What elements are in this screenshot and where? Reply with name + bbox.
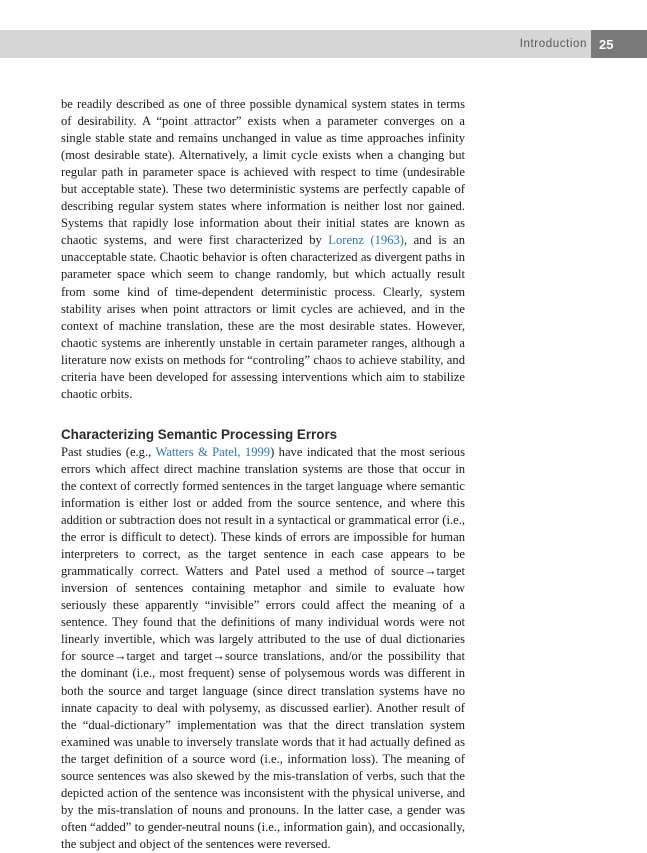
section-heading: Characterizing Semantic Processing Errors	[61, 426, 338, 442]
running-head: Introduction	[519, 38, 587, 50]
paragraph-semantic-errors	[61, 444, 465, 853]
citation-link-lorenz[interactable]: Lorenz (1963)	[328, 233, 404, 248]
paragraph-text: Past studies (e.g.,	[61, 444, 156, 459]
paragraph-dynamical-states	[61, 96, 465, 403]
paragraph-text: be readily described as one of three possible dynamical system states in terms of desirability. A “point attractor” exists when a parameter converges on a single stable state and remains unchanged in value as time approaches infinity (most desirable state). Alternatively, a limit cycle exists when a changing but regular path in parameter space is achieved with respect to time (undesirable but acceptable state). These two deterministic systems are perfectly capable of describing regular system states where information is neither lost nor gained. Systems that rapidly lose information about their initial states are known as chaotic systems, and were first characterized by	[61, 97, 465, 248]
page-number: 25	[591, 30, 647, 58]
paragraph-text: , and is an unacceptable state. Chaotic behavior is often characterized as divergent paths in parameter space which seem to change randomly, but which actually result from some kind of time-dependent deterministic process. Clearly, system stability arises when point attractors or limit cycles are achieved, and in the context of machine translation, these are the most desirable states. However, chaotic systems are inherently unstable in certain parameter ranges, although a literature now exists on methods for “controling” chaos to achieve stability, and criteria have been developed for assessing interventions which aim to stabilize chaotic orbits.	[61, 233, 465, 401]
paragraph-text: ) have indicated that the most serious errors which affect direct machine translation systems are those that occur in the context of correctly formed sentences in the target language where semantic information is either lost or added from the source sentence, and where this addition or subtraction does not result in a syntactical or grammatical error (i.e., the error is difficult to detect). These kinds of errors are impossible for human interpreters to correct, as the target sentence in each case appears to be grammatically correct. Watters and Patel used a method of source→target inversion of sentences containing metaphor and simile to evaluate how seriously these apparently “invisible” errors could affect the meaning of a sentence. They found that the definitions of many individual words were not linearly invertible, which was largely attributed to the use of dual dictionaries for source→target and target→source translations, and/or the possibility that the dominant (i.e., most frequent) sense of polysemous words was different in both the source and target language (since direct translation systems have no innate capacity to deal with polysemy, as discussed earlier). Another result of the “dual-dictionary” implementation was that the direct translation system examined was unable to inversely translate words that it had actually defined as the target definition of a source word (i.e., information loss). The meaning of source sentences was also skewed by the mis-translation of verbs, such that the depicted action of the sentence was inconsistent with the physical universe, and by the mis-translation of nouns and pronouns. In the latter case, a gender was often “added” to gender-neutral nouns (i.e., information gain), and occasionally, the subject and object of the sentences were reversed.	[61, 444, 465, 851]
citation-link-watters-patel[interactable]: Watters & Patel, 1999	[155, 444, 271, 459]
page-body	[61, 96, 465, 853]
